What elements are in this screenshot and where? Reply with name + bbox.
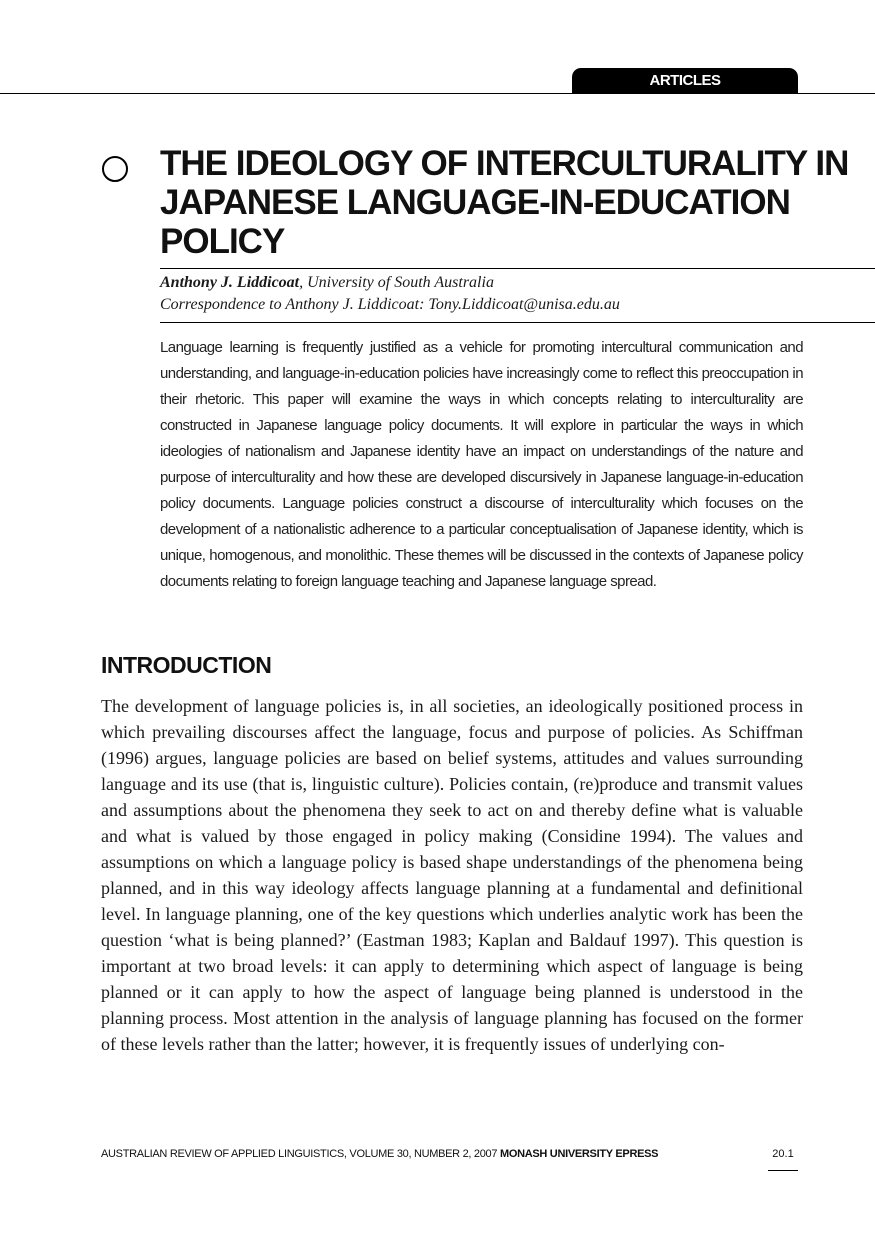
author-line [160,272,860,294]
author-name: Anthony J. Liddicoat [160,274,300,291]
footer-citation [101,1148,658,1160]
author-block [160,272,860,316]
page-number: 20.1 [772,1148,794,1160]
author-rule [160,322,875,323]
section-heading: INTRODUCTION [101,652,272,678]
author-affiliation: , University of South Australia [299,274,494,291]
abstract: Language learning is frequently justified as a vehicle for promoting intercultural communication and understanding, and language-in-education policies have increasingly come to reflect this preoccupation in their rhetoric. This paper will examine the ways in which concepts relating to interculturality are constructed in Japanese language policy documents. It will explore in particular the ways in which ideologies of nationalism and Japanese identity have an impact on understandings of the nature and purpose of interculturality and how these are developed discursively in Japanese language-in-education policy documents. Language policies construct a discourse of interculturality which focuses on the development of a nationalistic adherence to a particular conceptualisation of Japanese identity, which is unique, homogenous, and monolithic. These themes will be discussed in the contexts of Japanese policy documents relating to foreign language teaching and Japanese language spread. [160,339,803,590]
section-tab: ARTICLES [572,68,798,94]
publisher-name: MONASH UNIVERSITY EPRESS [499,1148,659,1160]
body-paragraph: The development of language policies is, in all societies, an ideologically positioned process in which prevailing discourses affect the language, focus and purpose of policies. As Schiffman (1996) argues, language policies are based on belief systems, attitudes and values surrounding language and its use (that is, linguistic culture). Policies contain, (re)produce and transmit values and assumptions about the phenomena they seek to act on and thereby define what is valuable and what is valued by those engaged in policy making (Considine 1994). The values and assumptions on which a language policy is based shape understandings of the phenomena being planned, and in this way ideology affects language planning at a fundamental and definitional level. In language planning, one of the key questions which underlies analytic work has been the question ‘what is being planned?’ (Eastman 1983; Kaplan and Baldauf 1997). This question is important at two broad levels: it can apply to determining which aspect of language is being planned or it can apply to how the aspect of language being planned is understood in the planning process. Most attention in the analysis of language planning has focused on the former of these levels rather than the latter; however, it is frequently issues of underlying con- [101,696,803,1054]
journal-name: AUSTRALIAN REVIEW OF APPLIED LINGUISTICS, VOLUME 30, NUMBER 2, 2007 [101,1148,500,1160]
correspondence-line: Correspondence to Anthony J. Liddicoat: Tony.Liddicoat@unisa.edu.au [160,296,620,313]
article-title: THE IDEOLOGY OF INTERCULTURALITY IN JAPANESE LANGUAGE-IN-EDUCATION POLICY [160,144,849,261]
page-number-rule [768,1170,798,1171]
circle-marker-icon [102,156,128,182]
title-rule [160,268,875,269]
